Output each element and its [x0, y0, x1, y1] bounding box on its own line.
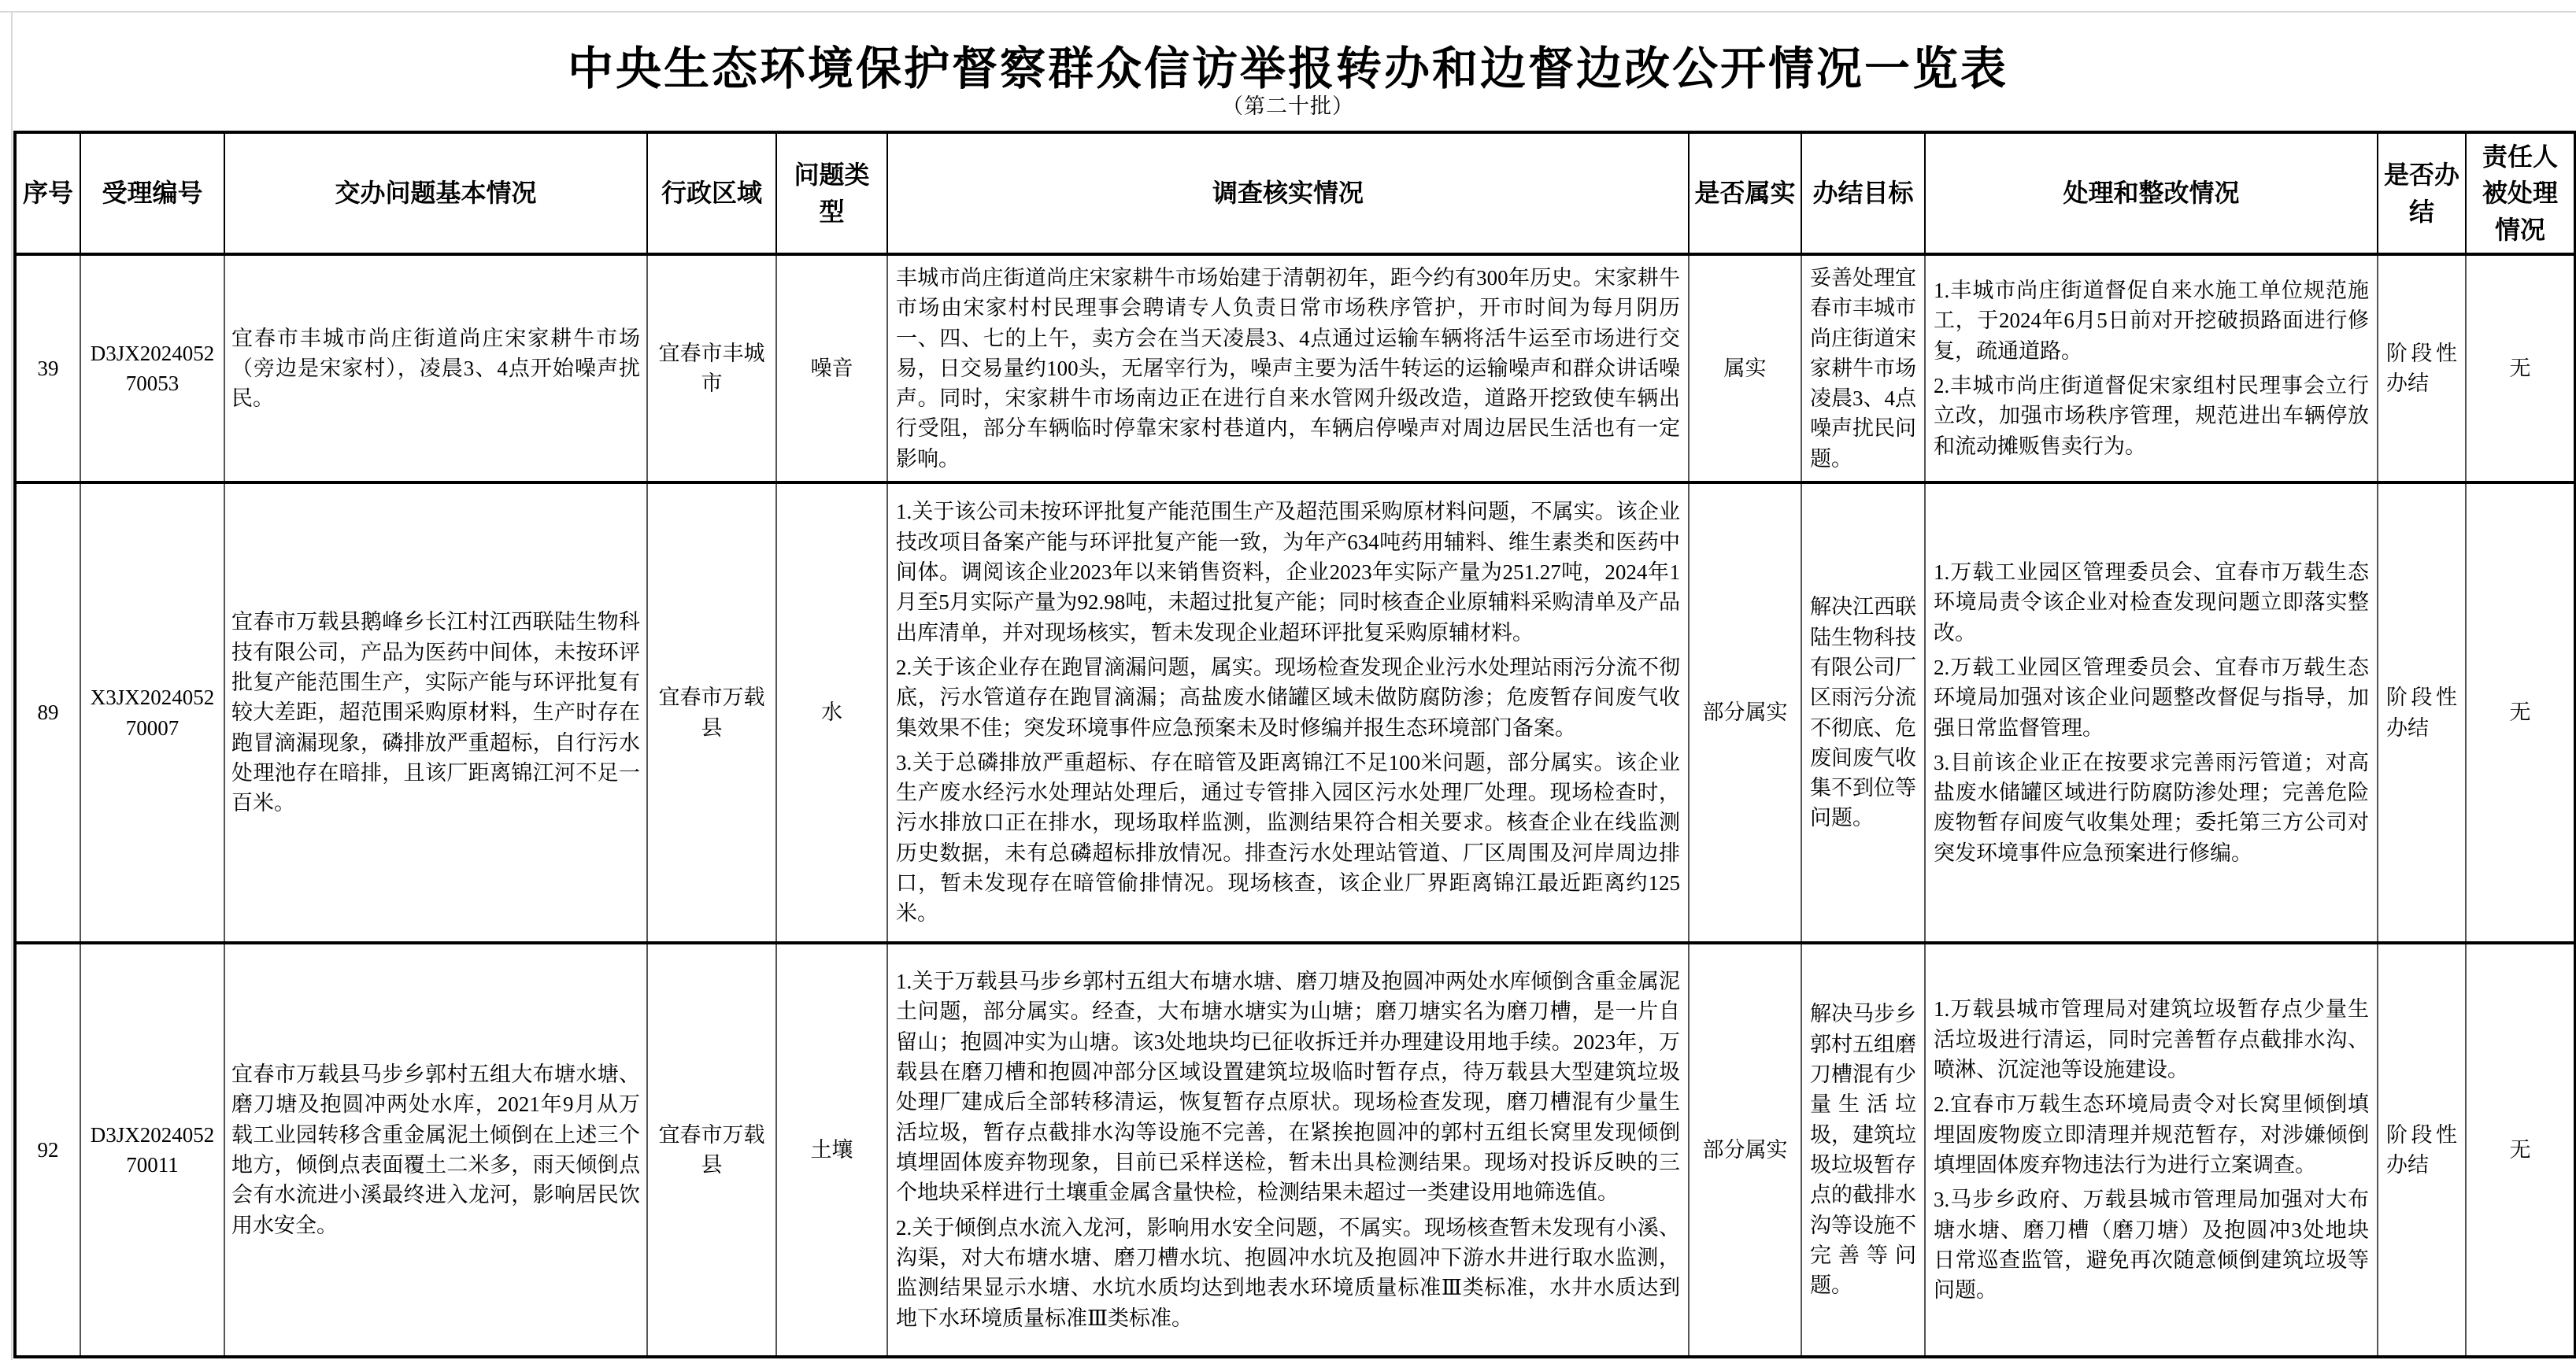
cell-problem: 宜春市万载县鹅峰乡长江村江西联陆生物科技有限公司，产品为医药中间体，未按环评批复产能范围生产，实际产能与环评批复有较大差距，超范围采购原材料，生产时存在跑冒滴漏现象，磷排放严重超标，自行污水处理池存在暗排，且该厂距离锦江河不足一百米。: [224, 482, 647, 943]
table-row: [15, 254, 2575, 482]
cell-accountability: 无: [2466, 943, 2575, 1357]
header-problem: 交办问题基本情况: [224, 132, 647, 254]
cell-accountability: 无: [2466, 254, 2575, 482]
cell-is-closed: 阶段性办结: [2378, 943, 2466, 1357]
cell-problem: 宜春市丰城市尚庄街道尚庄宋家耕牛市场（旁边是宋家村），凌晨3、4点开始噪声扰民。: [224, 254, 647, 482]
cell-is-true: 部分属实: [1689, 943, 1801, 1357]
cell-goal: 妥善处理宜春市丰城市尚庄街道宋家耕牛市场凌晨3、4点噪声扰民问题。: [1801, 254, 1925, 482]
cell-is-true: 部分属实: [1689, 482, 1801, 943]
page-subtitle: （第二十批）: [1222, 94, 1354, 118]
cell-rectification: [1925, 254, 2378, 482]
cell-region: 宜春市万载县: [647, 943, 776, 1357]
cell-region: 宜春市丰城市: [647, 254, 776, 482]
header-case-no: 受理编号: [80, 132, 224, 254]
investigation-paragraph: 2.关于该企业存在跑冒滴漏问题，属实。现场检查发现企业污水处理站雨污分流不彻底，污水管道存在跑冒滴漏；高盐废水储罐区域未做防腐防渗；危废暂存间废气收集效果不佳；突发环境事件应急预案未及时修编并报生态环境部门备案。: [896, 655, 1680, 740]
cell-case-no: X3JX202405270007: [80, 482, 224, 943]
cell-case-no: D3JX202405270053: [80, 254, 224, 482]
investigation-paragraph: 3.关于总磷排放严重超标、存在暗管及距离锦江不足100米问题，部分属实。该企业生产废水经污水处理站处理后，通过专管排入园区污水处理厂处理。现场检查时，污水排放口正在排水，现场取样监测，监测结果符合相关要求。核查企业在线监测历史数据，未有总磷超标排放情况。排查污水处理站管道、厂区周围及河岸周边排口，暂未发现存在暗管偷排情况。现场核查，该企业厂界距离锦江最近距离约125米。: [896, 750, 1680, 926]
cell-accountability: 无: [2466, 482, 2575, 943]
header-seq: 序号: [15, 132, 80, 254]
rectification-paragraph: 2.丰城市尚庄街道督促宋家组村民理事会立行立改，加强市场秩序管理，规范进出车辆停放和流动摊贩售卖行为。: [1934, 374, 2369, 458]
cell-seq: 89: [15, 482, 80, 943]
header-investigation: 调查核实情况: [887, 132, 1689, 254]
disclosure-table: [13, 131, 2576, 1358]
table-header-row: [15, 132, 2575, 254]
cell-goal: 解决马步乡郭村五组磨刀槽混有少量生活垃圾，建筑垃圾垃圾暂存点的截排水沟等设施不完善等问题。: [1801, 943, 1925, 1357]
header-region: 行政区域: [647, 132, 776, 254]
table-row: [15, 943, 2575, 1357]
cell-investigation: [887, 254, 1689, 482]
cell-problem: 宜春市万载县马步乡郭村五组大布塘水塘、磨刀塘及抱圆冲两处水库，2021年9月从万载工业园转移含重金属泥土倾倒在上述三个地方，倾倒点表面覆土二米多，雨天倾倒点会有水流进小溪最终进入龙河，影响居民饮用水安全。: [224, 943, 647, 1357]
rectification-paragraph: 2.万载工业园区管理委员会、宜春市万载生态环境局加强对该企业问题整改督促与指导，加强日常监督管理。: [1934, 655, 2369, 740]
cell-rectification: [1925, 482, 2378, 943]
header-is-closed: 是否办结: [2378, 132, 2466, 254]
table-row: [15, 482, 2575, 943]
investigation-paragraph: 1.关于万载县马步乡郭村五组大布塘水塘、磨刀塘及抱圆冲两处水库倾倒含重金属泥土问题，部分属实。经查，大布塘水塘实为山塘；磨刀塘实名为磨刀槽，是一片自留山；抱圆冲实为山塘。该3处地块均已征收拆迁并办理建设用地手续。2023年，万载县在磨刀槽和抱圆冲部分区域设置建筑垃圾临时暂存点，待万载县大型建筑垃圾处理厂建成后全部转移清运，恢复暂存点原状。现场检查发现，磨刀槽混有少量生活垃圾，暂存点截排水沟等设施不完善，在紧挨抱圆冲的郭村五组长窝里发现倾倒填埋固体废弃物现象，目前已采样送检，暂未出具检测结果。现场对投诉反映的三个地块采样进行土壤重金属含量快检，检测结果未超过一类建设用地筛选值。: [896, 970, 1680, 1205]
cell-seq: 92: [15, 943, 80, 1357]
cell-is-closed: 阶段性办结: [2378, 254, 2466, 482]
rectification-paragraph: 1.万载工业园区管理委员会、宜春市万载生态环境局责令该企业对检查发现问题立即落实整改。: [1934, 560, 2369, 645]
header-rectification: 处理和整改情况: [1925, 132, 2378, 254]
rectification-paragraph: 3.目前该企业正在按要求完善雨污管道；对高盐废水储罐区域进行防腐防渗处理；完善危险废物暂存间废气收集处理；委托第三方公司对突发环境事件应急预案进行修编。: [1934, 750, 2369, 865]
cell-investigation: [887, 482, 1689, 943]
header-is-true: 是否属实: [1689, 132, 1801, 254]
cell-case-no: D3JX202405270011: [80, 943, 224, 1357]
cell-goal: 解决江西联陆生物科技有限公司厂区雨污分流不彻底、危废间废气收集不到位等问题。: [1801, 482, 1925, 943]
cell-region: 宜春市万载县: [647, 482, 776, 943]
investigation-paragraph: 丰城市尚庄街道尚庄宋家耕牛市场始建于清朝初年，距今约有300年历史。宋家耕牛市场由宋家村村民理事会聘请专人负责日常市场秩序管护，开市时间为每月阴历一、四、七的上午，卖方会在当天凌晨3、4点通过运输车辆将活牛运至市场进行交易，日交易量约100头，无屠宰行为，噪声主要为活牛转运的运输噪声和群众讲话噪声。同时，宋家耕牛市场南边正在进行自来水管网升级改造，道路开挖致使车辆出行受阻，部分车辆临时停靠宋家村巷道内，车辆启停噪声对周边居民生活也有一定影响。: [896, 265, 1680, 471]
rectification-paragraph: 3.马步乡政府、万载县城市管理局加强对大布塘水塘、磨刀槽（磨刀塘）及抱圆冲3处地块日常巡查监管，避免再次随意倾倒建筑垃圾等问题。: [1934, 1188, 2369, 1303]
page-edge-vertical: [11, 11, 13, 1360]
investigation-paragraph: 2.关于倾倒点水流入龙河，影响用水安全问题，不属实。现场核查暂未发现有小溪、沟渠，对大布塘水塘、磨刀槽水坑、抱圆冲水坑及抱圆冲下游水井进行取水监测，监测结果显示水塘、水坑水质均达到地表水环境质量标准Ⅲ类标准，水井水质达到地下水环境质量标准Ⅲ类标准。: [896, 1215, 1680, 1330]
cell-rectification: [1925, 943, 2378, 1357]
cell-type: 土壤: [776, 943, 887, 1357]
rectification-paragraph: 1.丰城市尚庄街道督促自来水施工单位规范施工，于2024年6月5日前对开挖破损路面进行修复，疏通道路。: [1934, 279, 2369, 363]
cell-investigation: [887, 943, 1689, 1357]
cell-seq: 39: [15, 254, 80, 482]
investigation-paragraph: 1.关于该公司未按环评批复产能范围生产及超范围采购原材料问题，不属实。该企业技改项目备案产能与环评批复产能一致，为年产634吨药用辅料、维生素类和医药中间体。调阅该企业2023年以来销售资料，企业2023年实际产量为251.27吨，2024年1月至5月实际产量为92.98吨，未超过批复产能；同时核查企业原辅料采购清单及产品出库清单，并对现场核实，暂未发现企业超环评批复采购原辅材料。: [896, 500, 1680, 645]
page-title: 中央生态环境保护督察群众信访举报转办和边督边改公开情况一览表: [567, 43, 2008, 94]
header-accountability: 责任人被处理情况: [2466, 132, 2575, 254]
rectification-paragraph: 2.宜春市万载生态环境局责令对长窝里倾倒填埋固废物废立即清理并规范暂存，对涉嫌倾倒填埋固体废弃物违法行为进行立案调查。: [1934, 1092, 2369, 1177]
cell-is-true: 属实: [1689, 254, 1801, 482]
page-edge-horizontal: [0, 11, 2576, 13]
cell-type: 水: [776, 482, 887, 943]
rectification-paragraph: 1.万载县城市管理局对建筑垃圾暂存点少量生活垃圾进行清运，同时完善暂存点截排水沟、喷淋、沉淀池等设施建设。: [1934, 997, 2369, 1082]
header-type: 问题类型: [776, 132, 887, 254]
header-goal: 办结目标: [1801, 132, 1925, 254]
cell-type: 噪音: [776, 254, 887, 482]
cell-is-closed: 阶段性办结: [2378, 482, 2466, 943]
